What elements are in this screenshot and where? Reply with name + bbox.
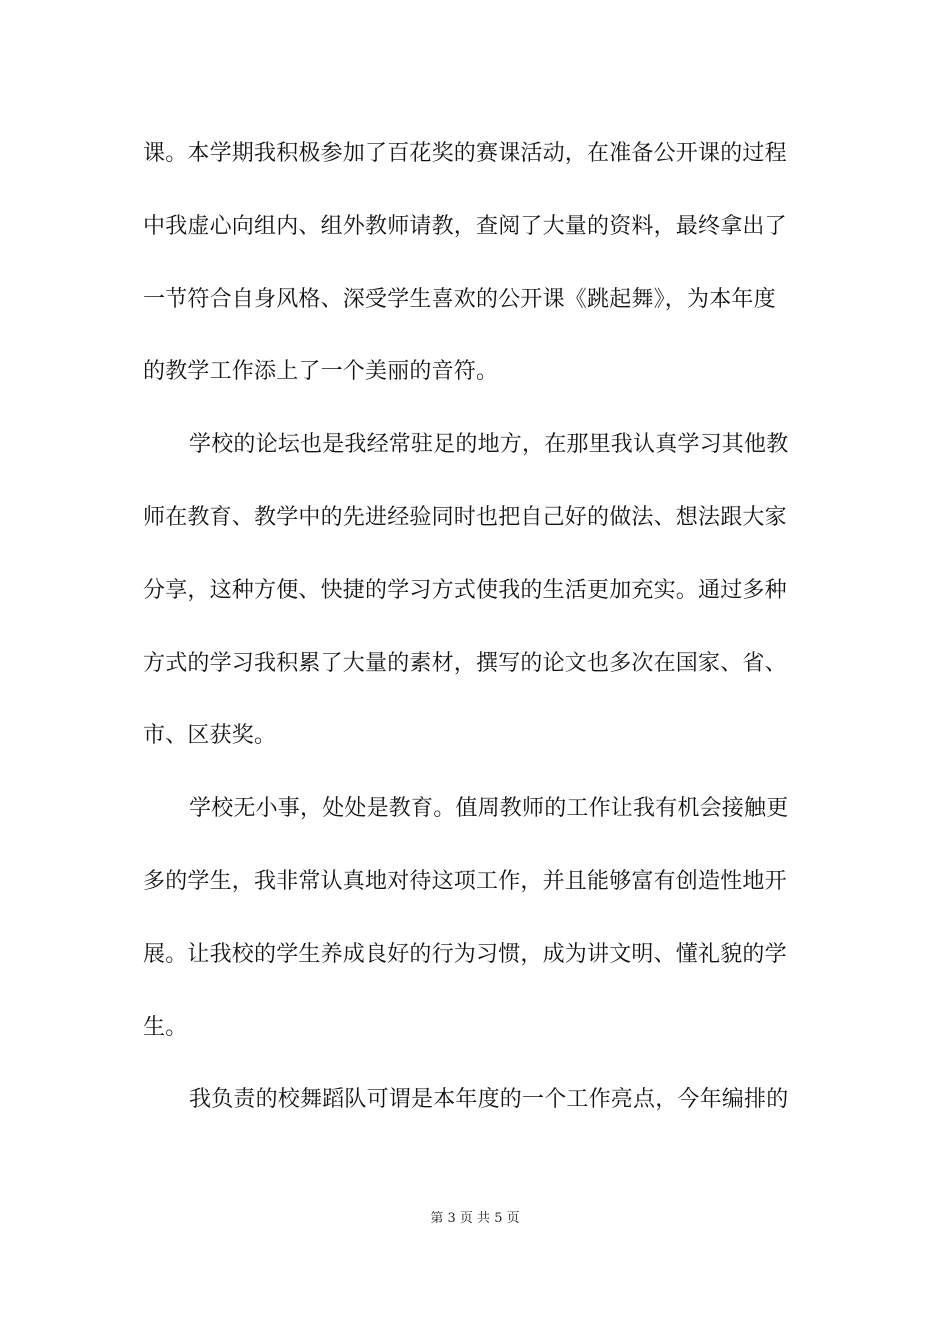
text-line: 我负责的校舞蹈队可谓是本年度的一个工作亮点，今年编排的 <box>189 1087 789 1113</box>
text-line: 市、区获奖。 <box>143 723 277 749</box>
text-line: 课。本学期我积极参加了百花奖的赛课活动，在准备公开课的过程 <box>143 141 787 166</box>
text-line: 学校的论坛也是我经常驻足的地方，在那里我认真学习其他教 <box>189 432 789 458</box>
text-line: 展。让我校的学生养成良好的行为习惯，成为讲文明、懂礼貌的学 <box>143 941 787 967</box>
text-line: 中我虚心向组内、组外教师请教，查阅了大量的资料，最终拿出了 <box>143 213 787 239</box>
page-number-footer: 第 3 页 共 5 页 <box>430 1211 520 1226</box>
text-line: 一节符合自身风格、深受学生喜欢的公开课《跳起舞》，为本年度 <box>143 286 776 312</box>
text-line: 学校无小事，处处是教育。值周教师的工作让我有机会接触更 <box>189 796 789 822</box>
text-line: 师在教育、教学中的先进经验同时也把自己好的做法、想法跟大家 <box>143 504 787 530</box>
text-line: 生。 <box>143 1014 188 1040</box>
text-line: 多的学生，我非常认真地对待这项工作，并且能够富有创造性地开 <box>143 868 787 894</box>
text-line: 分享，这种方便、快捷的学习方式使我的生活更加充实。通过多种 <box>143 577 787 603</box>
text-line: 方式的学习我积累了大量的素材，撰写的论文也多次在国家、省、 <box>143 650 787 676</box>
text-line: 的教学工作添上了一个美丽的音符。 <box>143 359 499 385</box>
body-text <box>143 130 807 1149</box>
